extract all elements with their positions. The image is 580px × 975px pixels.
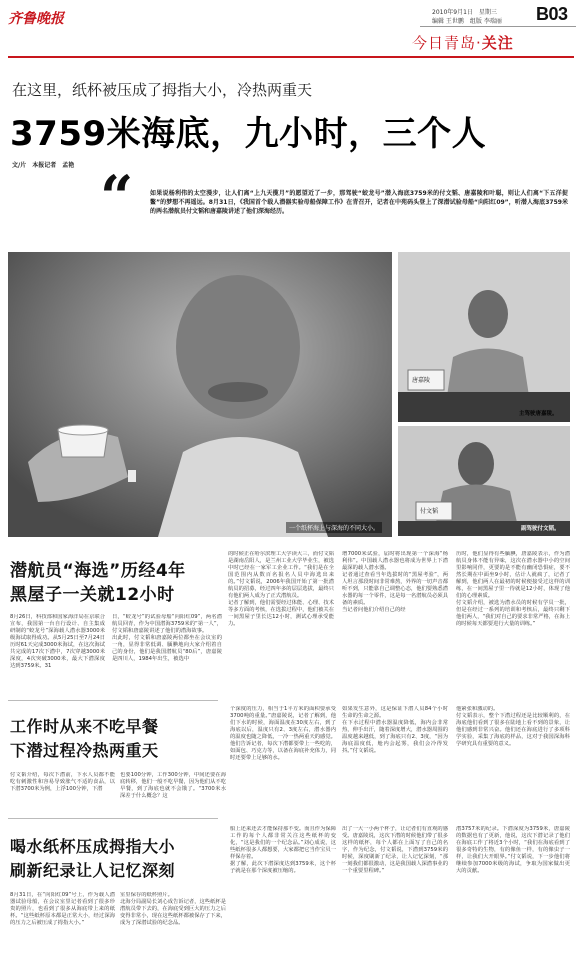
section1-col2: 日，“蛟龙号”的试验母船“向阳红09”，两名潜航员回青，作为中国潜海3759米的“第一人”，付文韬和唐嘉陵讲述了他们的潜海故事。 出此时，付文韬和唐嘉陵两位都坐在会议室的一角，显得非常低调、腼腆地向大家介绍着自己的身份，他们是我国潜航员“80后”，唐嘉陵是四川人，1984年出生，被选中 [112, 614, 222, 662]
newspaper-logo: 齐鲁晚报 [8, 11, 64, 27]
section3-col2: 室里保存的纸杯照片。 北海分局副局长刘心成告诉记者，这些纸杯是潜航员带下去的，在海底受到巨大的压力之后变得非常小，现在这些纸杯都被保存了下来，成为了深潜试验的纪念品。 [120, 892, 226, 926]
bottom-right-photo-caption: 副驾驶付文韬。 [521, 526, 560, 532]
section3-col1: 8月31日，在“向阳红09”号上，作为载人潜器试验母船，在会议室里记者看到了很多珍贵的照片，也看到了很多从海底带上来的纸杯。“这些纸杯原本都是正常大小，经过深海的压力之后被压成了拇指大小。” [10, 892, 115, 926]
divider-1 [8, 700, 218, 701]
section2-title-line1: 工作时从来不吃早餐 [10, 717, 159, 736]
main-photo-caption: 一个纸杯海上与深海的不同大小。 [286, 522, 382, 533]
lead-paragraph: 如果说杨利伟的太空漫步，让人们离“上九天揽月”的愿望近了一步，那驾驶“蛟龙号”潜入海底3759米的付文韬、唐嘉陵和叶聪，则让人们离“下五洋捉鳖”的梦想不再遥远。8月31日，《我国首个载人潜器实验母船保障工作》在青召开，记者在中苑码头登上了深潜试验母船“向阳红09”，听潜人海底3759米的两名潜航员付文韬和唐嘉陵讲述了他们深海经历。 [150, 190, 568, 216]
headline-kicker: 在这里，纸杯被压成了拇指大小，冷热两重天 [12, 81, 313, 99]
section1-title-line1: 潜航员“海选”历经4年 [10, 561, 186, 581]
section-label [412, 32, 514, 53]
bottom-right-photo-image [398, 426, 570, 536]
section1-col4: 增7000米试验，届时将出现第一个深海“杨利伟”。中国载人潜水器也将成为世界上下潜最深的载人潜水器。 记者通过查看当年选拔时的“黑屋考验”，两人坦言那段时间非常难熬，外界的一切声音都听不到，只能靠自己调整心态，他们要熟悉潜水器的每一个零件，这是每一名潜航员必须具备的素质。 当记者问他们介绍自己的经 [342, 551, 448, 613]
section-city: 今日青岛 [412, 34, 477, 52]
page-number: B03 [536, 4, 568, 24]
masthead-red-rule [8, 56, 574, 58]
divider-2 [8, 818, 218, 819]
section1-col3: 的时候正在哈尔滨理工大学读大三，而付文韬是湖南岳阳人，是兰州工业大学毕业生，被选中时已经在一家军工企业工作。“我们是在全国范围内从数百名报名人员中海选出来的。”付文韬说，2006年我国开始了第一批潜航员的招募，经过四年多的层层选拔，最终只有他们两人成为了正式潜航员。 记者了解到，他们需要经过体能、心理、技术等多方面的考核，在选拔过程中，他们被关在一间黑屋子里长达12小时，测试心理承受能力。 [228, 551, 334, 627]
section1-col1: 8月26日，科技部和国家海洋局在京联合宣布，我国第一台自行设计、自主集成研制的“蛟龙号”深海载人潜水器3000米级海试取得成功。从5月25日至7月24日历时61天完成3000米海试，在这次海试共完成的17次下潜中，7次穿越3000米深度，4次突破3000米，最大下潜深度达到3759米。31 [10, 614, 105, 669]
top-right-photo-image [398, 252, 570, 422]
main-photo-image [8, 252, 392, 537]
nameplate-fu: 付文韬 [420, 508, 439, 515]
section2-col4: 如果发生意外，这是保证下潜人员84个小时生命的生命之源。 在下水过程中潜水器温度降低，海内会非常热，伸手出汗，随着深度增大，潜水器周围的温度越来越低，到了海底只有2、3度，“因为海底温度低，舱内会起雾，我们会冷得发抖。”付文韬说。 [342, 706, 448, 754]
section-name: 关注 [481, 34, 514, 52]
top-right-photo [398, 252, 570, 422]
section2-col2: 也要100分钟，工作300分钟，中间还要在海底转移，他们一般不吃早餐，因为他们从不吃早餐，到了海底也就不会饿了。“3700米水深差于什么概念？这 [120, 772, 226, 799]
section2-col5: 他紧张和激动的。 付文韬表示，整个下潜过程还是比较顺利的，在海底他们看到了很多在陆地上看不到的景象，让他们感到非常兴奋。他们还在海底进行了多项科学实验，采集了海底的样品，这对于我国深海科学研究具有重要的意义。 [456, 706, 570, 747]
masthead [0, 0, 580, 62]
editors-line: 编辑 王世鹏 组版 李瑞丽 [432, 18, 502, 25]
headline-main: 3759米海底，九小时，三个人 [10, 114, 487, 154]
nameplate-tang: 唐嘉陵 [412, 377, 431, 384]
section2-col3: 个深度的压力，相当于1平方米的面积要承受3700吨的重量。”唐嘉陵说，记者了解到，他们下水的时候，海面温度在30度左右，到了海底以后，温度只有2、3度左右，潜水器内的温度也随之降低，一冷一热两重天的感觉。 他们告诉记者，每次下潜都要带上一些吃的，如面包、巧克力等，以备在海底补充体力，同时还要带上足够的水。 [230, 706, 336, 761]
section3-title-line1: 喝水纸杯压成拇指大小 [10, 837, 176, 856]
section3-title-line2: 刷新纪录让人记忆深刻 [10, 861, 176, 880]
section1-col5: 历时，他们显得有些腼腆，唐嘉陵表示，作为潜航员身体不能有异味，这次在潜水器中小的空间里影响同伴，更要的是不能有幽闭恐惧症，要不然长期在中面坐9小时，估计人就疯了，记者了解到，他们两人在最初的时候便接受过这样的训练，在一间黑屋子里一待就是12小时，体现了他们的心理素质。 付文韬介绍，被选为潜水员的时候有学员一批，但是在经过一系列的培训和考核后，最终只剩下他们两人，“我们对自己的要求非常严格，在海上的时候每天都要进行大量的训练。” [456, 551, 570, 627]
section3-col4: 出了一大一小两个杯子，让记者们有直观的感受。唐嘉陵说，这次下潜的时候他们带了很多这样的纸杯，每个人都在上面写了自己的名字，作为纪念，付文韬说，下潜到3759米的时候，深度刷新了纪录，让人记忆深刻，“那一刻我们都很激动，这是我国载人深潜事业的一个重要里程碑。” [342, 826, 448, 874]
bottom-right-photo [398, 426, 570, 536]
issue-date: 2010年9月1日 星期三 [432, 9, 497, 16]
top-right-photo-caption: 主驾驶唐嘉陵。 [519, 411, 558, 417]
byline: 文/片 本报记者 孟艳 [12, 162, 75, 169]
section1-title-line2: 黑屋子一关就12小时 [10, 585, 175, 605]
masthead-divider [420, 26, 576, 27]
lead-quote-mark: “ [100, 163, 134, 231]
main-photo [8, 252, 392, 537]
section2-title-line2: 下潜过程冷热两重天 [10, 741, 159, 760]
section3-col5: 潜3757米的纪录。下潜深度为3759米，唐嘉陵的数据也有了更新，他说，这次下潜记录了他们在海底工作了将近3个小时，“我们在海底看到了很多奇特的生物，有的像鱼一样，有的像虫子一样，让我们大开眼界。”付文韬说，下一步他们将继续参加7000米级的海试，争取为国家做出更大的贡献。 [456, 826, 570, 874]
section3-col3: 船上还来还去才能保持那不变。而且作为保障工作的每个人都非常关注这些纸杯的变化，“这是我们的一个纪念品。”刘心成说，这些纸杯很多人都想要，大家都把它当作宝贝一样保存着。 据了解，此次下潜深度达到3759米，这个杯子就是在那个深度被压缩的。 [230, 826, 336, 874]
section-separator: · [476, 34, 482, 52]
section2-col1: 付文韬介绍，每次下潜前，下水人员都不能吃有刺激性和容易导致胀气不适的食品，以下潜3700米为例，上浮100分钟，下潜 [10, 772, 115, 792]
